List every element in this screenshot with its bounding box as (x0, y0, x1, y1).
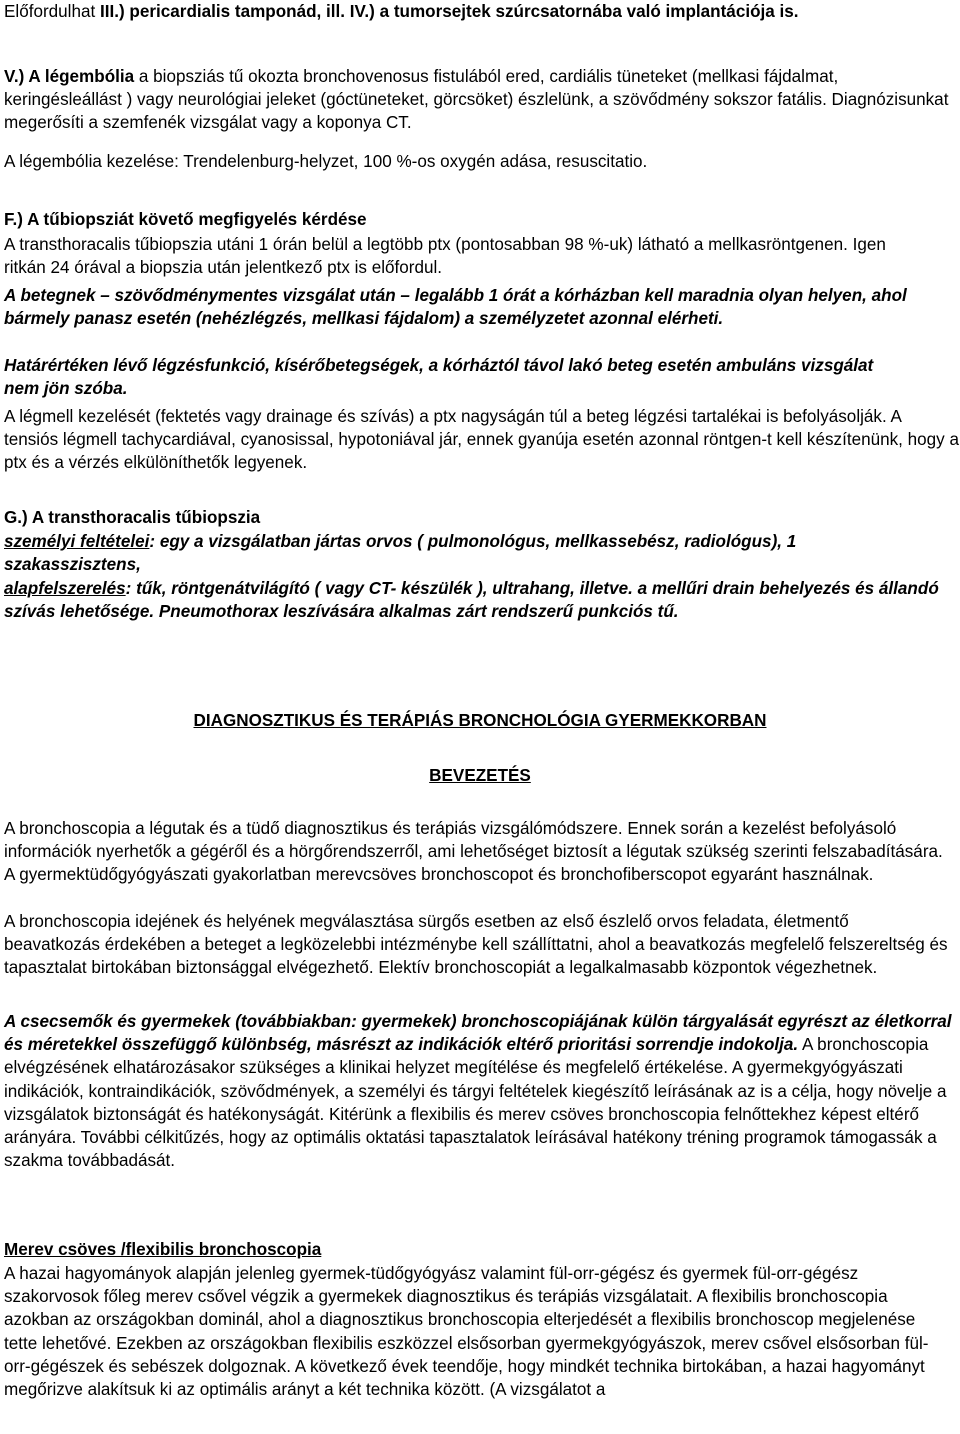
personal-label: személyi feltételei (4, 532, 150, 551)
diag-p3-text: A bronchoscopia elvégzésének elhatározásakor szükséges a klinikai helyzet megítélése és megfelelő értékelése. A gyermekgyógyászati indikációk, kontraindikációk, szövődmények, a személyi és tárgyi feltételek kiegészítő leírásának az is a célja, hogy növelje a vizsgálatok biztonságát és hatékonyságát. Kitérünk a flexibilis és merev csöves bronchoscopia felnőttekhez képest eltérő arányára. További célkitűzés, hogy az optimális oktatási tapasztalatok leírásával hatékony tréning programok támogassák a szakma továbbadását. (4, 1035, 947, 1171)
diag-p3 (4, 1010, 959, 1172)
section-g-heading: G.) A transthoracalis tűbiopszia (4, 508, 261, 527)
equipment-text: : tűk, röntgenátvilágító ( vagy CT- készülék ), ultrahang, illetve. a mellűri drain behelyezés és állandó szívás lehetősége. Pneumothorax leszívására alkalmas zárt rendszerű punkciós tű. (4, 579, 939, 622)
intro-bold-text: III.) pericardialis tamponád, ill. IV.) a tumorsejtek szúrcsatornába való implantációja is. (99, 2, 799, 21)
diag-p2: A bronchoscopia idejének és helyének megválasztása sürgős esetben az első észlelő orvos feladata, életmentő beavatkozás érdekében a beteget a legközelebbi intézménybe kell szállíttatni, ahol a beavatkozás megfelelő felszereltség és tapasztalat birtokában biztonsággal elvégezhető. Elektív bronchoscopiát a legalkalmasabb központok végezhetnek. (4, 912, 948, 978)
merev-heading: Merev csöves /flexibilis bronchoscopia (4, 1240, 322, 1259)
intro-paragraph (4, 0, 949, 23)
section-f-p2: A betegnek – szövődménymentes vizsgálat után – legalább 1 órát a kórházban kell maradnia olyan helyen, ahol bármely panasz esetén (nehézlégzés, mellkasi fájdalom) a személyzetet azonnal elérheti. (4, 286, 907, 329)
section-f-heading: F.) A tűbiopsziát követő megfigyelés kérdése (4, 210, 367, 229)
equipment-label: alapfelszerelés (4, 579, 126, 598)
intro-text: Előfordulhat (4, 2, 100, 21)
personal-text: : egy a vizsgálatban jártas orvos ( pulmonológus, mellkassebész, radiológus), 1 szakasszisztens, (4, 532, 797, 575)
section-f-p3: Határértéken lévő légzésfunkció, kísérőbetegségek, a kórháztól távol lakó beteg esetén ambuláns vizsgálat nem jön szóba. (4, 356, 874, 399)
section-f-p1: A transthoracalis tűbiopszia utáni 1 órán belül a legtöbb ptx (pontosabban 98 %-uk) látható a mellkasröntgenen. Igen ritkán 24 órával a biopszia után jelentkező ptx is előfordul. (4, 235, 886, 278)
section-g-personal (4, 530, 904, 576)
section-v-text: a biopsziás tű okozta bronchovenosus fistulából ered, cardiális tüneteket (mellkasi fájdalmat, keringésleállást ) vagy neurológiai jeleket (góctüneteket, görcsöket) észlelünk, a szövődmény sokszor fatális. Diagnózisunkat megerősíti a szemfenék vizsgálat vagy a koponya CT. (4, 67, 949, 133)
diag-p3-bold: A csecsemők és gyermekek (továbbiakban: gyermekek) bronchoscopiájának külön tárgyalását egyrészt az életkorral és méretekkel összefüggő különbség, másrészt az indikációk eltérő prioritási sorrendje indokolja. (4, 1012, 952, 1055)
diag-p1: A bronchoscopia a légutak és a tüdő diagnosztikus és terápiás vizsgálómódszere. Ennek során a kezelést befolyásoló információk nyerhetők a gégéről és a hörgőrendszerről, ami lehetőséget biztosít a légutak szükség szerinti felszabadítására. A gyermektüdőgyógyászati gyakorlatban merevcsöves bronchoscopot és bronchofiberscopot egyaránt használnak. (4, 819, 943, 885)
section-v-heading: V.) A légembólia (4, 67, 135, 86)
section-f-p4: A légmell kezelését (fektetés vagy drainage és szívás) a ptx nagyságán túl a beteg légzési tartalékai is befolyásolják. A tensiós légmell tachycardiával, cyanosissal, hypotoniával jár, ennek gyanúja esetén azonnal röntgen-t kell készítenünk, hogy a ptx és a vérzés elkülöníthetők legyenek. (4, 407, 959, 473)
diag-subtitle: BEVEZETÉS (429, 766, 531, 785)
merev-p1: A hazai hagyományok alapján jelenleg gyermek-tüdőgyógyász valamint fül-orr-gégész és gyermek fül-orr-gégész szakorvosok főleg merev csővel végzik a gyermekek diagnosztikus és terápiás vizsgálatait. A flexibilis bronchoscopia azokban az országokban dominál, ahol a diagnosztikus bronchoscopia elterjedését a flexibilis bronchoscop megjelenése tette lehetővé. Ezekben az országokban flexibilis eszközzel elsősorban gyermekgyógyászok, merev csővel elsősorban fül-orr-gégészek és sebészek dolgoznak. A következő évek teendője, hogy mindkét technika birtokában, a hazai hagyományt megőrizve alakítsuk ki az optimális arányt a két technika között. (A vizsgálatot a (4, 1264, 929, 1400)
diag-title: DIAGNOSZTIKUS ÉS TERÁPIÁS BRONCHOLÓGIA GYERMEKKORBAN (193, 711, 767, 730)
section-g-equipment (4, 577, 949, 623)
section-v-paragraph (4, 65, 949, 135)
section-v-treatment: A légembólia kezelése: Trendelenburg-helyzet, 100 %-os oxygén adása, resuscitatio. (4, 152, 648, 171)
